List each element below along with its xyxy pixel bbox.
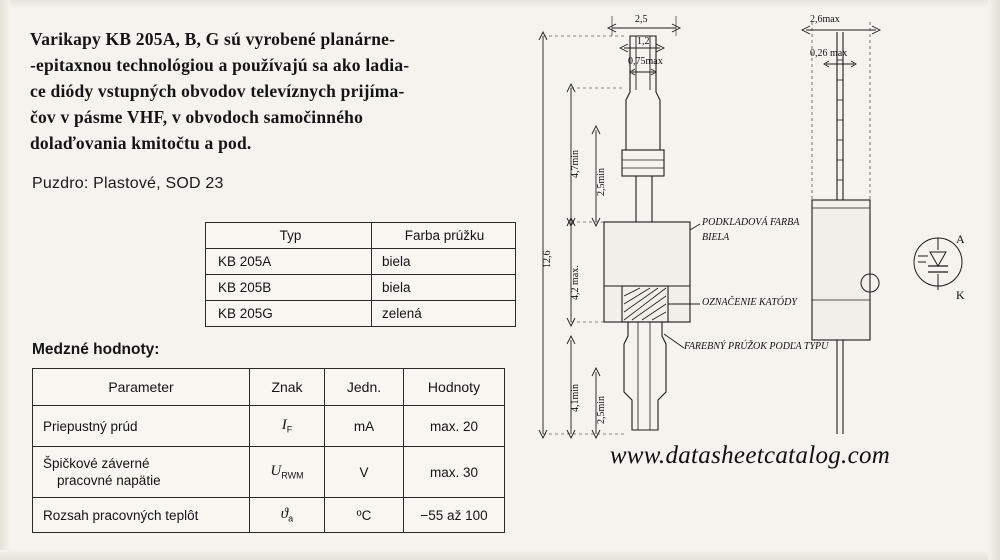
parameter-cell: Priepustný prúd [33, 406, 250, 447]
dim-body-height: 4,2 max. [570, 265, 581, 300]
dim-top-width: 2,5 [635, 14, 648, 25]
value-cell: max. 30 [404, 447, 505, 498]
dim-lower-tip: 2,5min [596, 395, 607, 424]
schematic-cathode-label: K [956, 288, 965, 302]
type-cell: KB 205G [206, 301, 372, 327]
parameter-line-1: Špičkové záverné [43, 456, 150, 471]
schematic-anode-label: A [956, 232, 965, 246]
dim-body-upper: 2,5min [596, 167, 607, 196]
callout-color-stripe: FAREBNÝ PRÚŽOK PODĽA TYPU [684, 341, 829, 352]
dim-slot: 0,75max [628, 56, 663, 67]
dim-total-length-label: 12,6 [542, 250, 553, 268]
value-cell: −55 až 100 [404, 498, 505, 533]
symbol-sub: a [288, 513, 294, 524]
unit-cell: V [325, 447, 404, 498]
limits-heading: Medzné hodnoty: [32, 341, 160, 358]
dim-upper-lead: 4,7min [570, 149, 581, 178]
parameter-line-2: pracovné napätie [57, 473, 161, 488]
symbol-sub: F [286, 424, 293, 435]
dim-right-width: 2,6max [810, 14, 840, 25]
page-edge-left [0, 0, 10, 560]
unit-cell: mA [325, 406, 404, 447]
intro-line-5: dolaďovania kmitočtu a pod. [30, 133, 252, 153]
parameter-col-header: Parameter [33, 369, 250, 406]
symbol-sub: RWM [281, 470, 304, 481]
intro-line-3: ce diódy vstupných obvodov televíznych prijíma- [30, 81, 405, 101]
page-edge-top [0, 0, 1000, 8]
callout-cathode-marking: OZNAČENIE KATÓDY [702, 297, 797, 308]
symbol-main: I [281, 417, 287, 434]
dim-top-width-inner: 1,2 [637, 36, 650, 47]
dim-lower-lead: 4,1min [570, 383, 581, 412]
dim-right-thickness: 0,26 max [810, 48, 848, 59]
value-col-header: Hodnoty [404, 369, 505, 406]
intro-line-1: Varikapy KB 205A, B, G sú vyrobené planárne- [30, 29, 396, 49]
symbol-main: ϑ [280, 506, 289, 523]
symbol-main: U [270, 463, 282, 480]
intro-line-2: -epitaxnou technológiou a používajú sa ako ladia- [30, 55, 410, 75]
callout-base-color: PODKLADOVÁ FARBA [702, 217, 800, 228]
stripe-col-header: Farba prúžku [372, 223, 516, 249]
type-cell: KB 205A [206, 249, 372, 275]
drawing-labels [520, 0, 1000, 560]
page-edge-right [988, 0, 1000, 560]
package-line: Puzdro: Plastové, SOD 23 [32, 175, 224, 192]
unit-col-header: Jedn. [325, 369, 404, 406]
intro-line-4: čov v pásme VHF, v obvodoch samočinného [30, 107, 364, 127]
symbol-col-header: Znak [250, 369, 325, 406]
unit-cell: ºC [325, 498, 404, 533]
parameter-cell: Rozsah pracovných teplôt [33, 498, 250, 533]
type-cell: KB 205B [206, 275, 372, 301]
page-edge-bottom [0, 550, 1000, 560]
callout-base-color-white: BIELA [702, 232, 730, 243]
type-col-header: Typ [206, 223, 372, 249]
stripe-cell: zelená [372, 301, 516, 327]
watermark: www.datasheetcatalog.com [609, 442, 891, 469]
stripe-cell: biela [372, 249, 516, 275]
stripe-cell: biela [372, 275, 516, 301]
value-cell: max. 20 [404, 406, 505, 447]
